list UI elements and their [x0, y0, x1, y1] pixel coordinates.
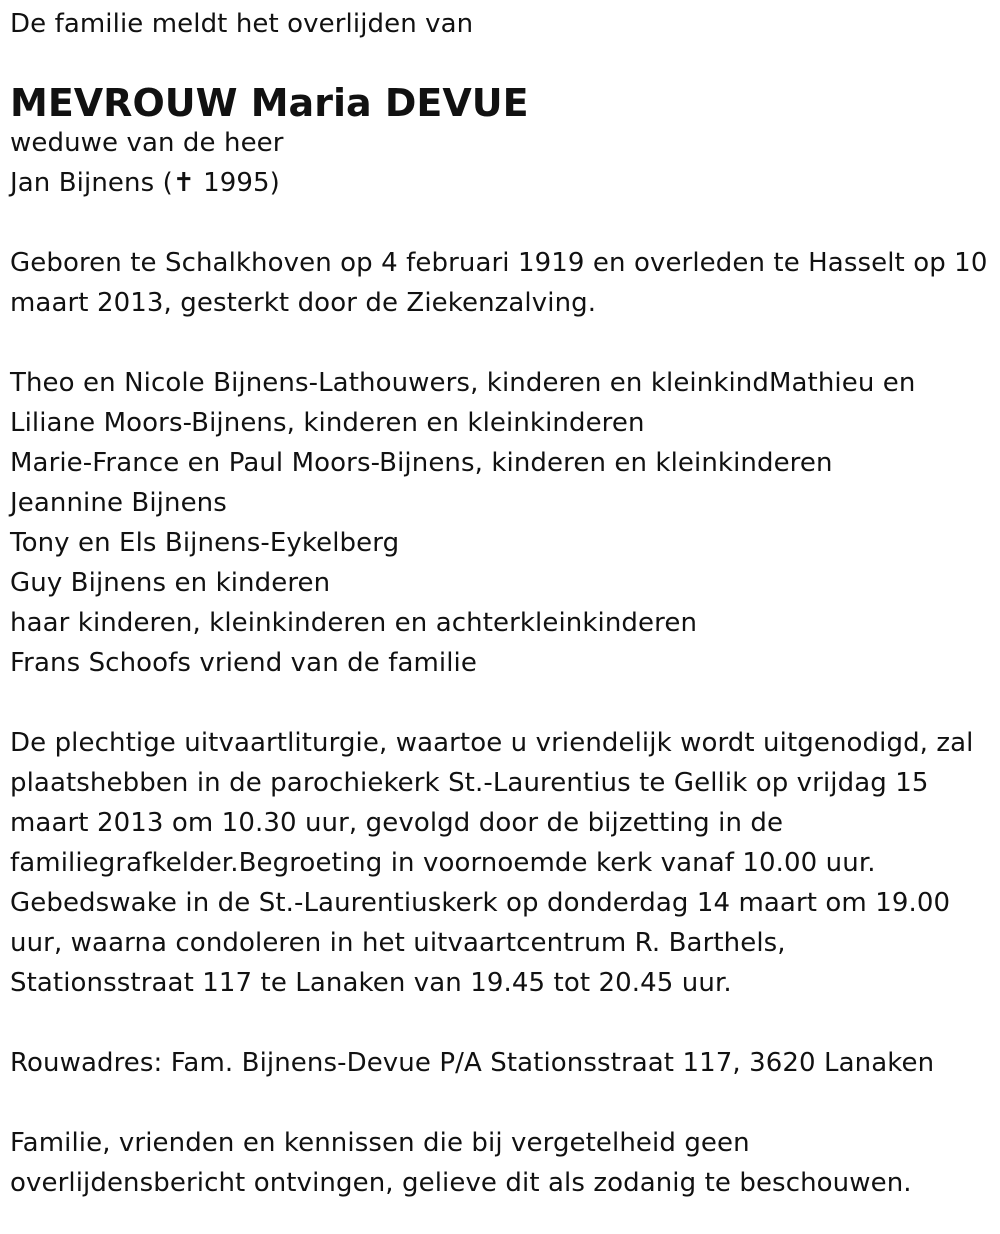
intro-text: De familie meldt het overlijden van — [10, 9, 474, 39]
death-notice — [0, 4, 1000, 1234]
family-line: Jeannine Bijnens — [10, 488, 227, 518]
family-line: Marie-France en Paul Moors-Bijnens, kinderen en kleinkinderen — [10, 448, 833, 478]
paragraph-line: Gebedswake in de St.-Laurentiuskerk op donderdag 14 maart om 19.00 — [10, 888, 951, 918]
paragraph-line: maart 2013, gesterkt door de Ziekenzalving. — [10, 288, 597, 318]
paragraph-line: maart 2013 om 10.30 uur, gevolgd door de bijzetting in de — [10, 808, 784, 838]
deceased-name: MEVROUW Maria DEVUE — [10, 81, 529, 125]
address-line: Rouwadres: Fam. Bijnens-Devue P/A Stationsstraat 117, 3620 Lanaken — [10, 1048, 935, 1078]
paragraph-line: De plechtige uitvaartliturgie, waartoe u vriendelijk wordt uitgenodigd, zal — [10, 728, 974, 758]
paragraph-line: familiegrafkelder.Begroeting in voornoemde kerk vanaf 10.00 uur. — [10, 848, 876, 878]
paragraph-line: overlijdensbericht ontvingen, gelieve dit als zodanig te beschouwen. — [10, 1168, 912, 1198]
family-line: Theo en Nicole Bijnens-Lathouwers, kinderen en kleinkindMathieu en — [10, 368, 916, 398]
paragraph-line: Familie, vrienden en kennissen die bij vergetelheid geen — [10, 1128, 750, 1158]
paragraph-line: Geboren te Schalkhoven op 4 februari 1919 en overleden te Hasselt op 10 — [10, 248, 988, 278]
spouse-info — [10, 123, 1000, 203]
family-line: Guy Bijnens en kinderen — [10, 568, 331, 598]
spouse-name: Jan Bijnens ( — [10, 168, 173, 198]
family-line: Frans Schoofs vriend van de familie — [10, 648, 477, 678]
ceremony-paragraph — [10, 723, 1000, 1003]
paragraph-line: uur, waarna condoleren in het uitvaartcentrum R. Barthels, — [10, 928, 786, 958]
birth-death-paragraph — [10, 243, 1000, 323]
spouse-line-2 — [10, 163, 1000, 203]
paragraph-line: plaatshebben in de parochiekerk St.-Laurentius te Gellik op vrijdag 15 — [10, 768, 929, 798]
family-line: Liliane Moors-Bijnens, kinderen en kleinkinderen — [10, 408, 645, 438]
family-list — [10, 363, 1000, 683]
spouse-year: 1995) — [194, 168, 280, 198]
family-line: Tony en Els Bijnens-Eykelberg — [10, 528, 400, 558]
paragraph-line: Stationsstraat 117 te Lanaken van 19.45 tot 20.45 uur. — [10, 968, 732, 998]
closing-paragraph — [10, 1123, 1000, 1203]
cross-icon: ✝ — [172, 168, 195, 198]
mourning-address — [10, 1043, 1000, 1083]
spouse-line-1: weduwe van de heer — [10, 128, 284, 158]
family-line: haar kinderen, kleinkinderen en achterkleinkinderen — [10, 608, 698, 638]
